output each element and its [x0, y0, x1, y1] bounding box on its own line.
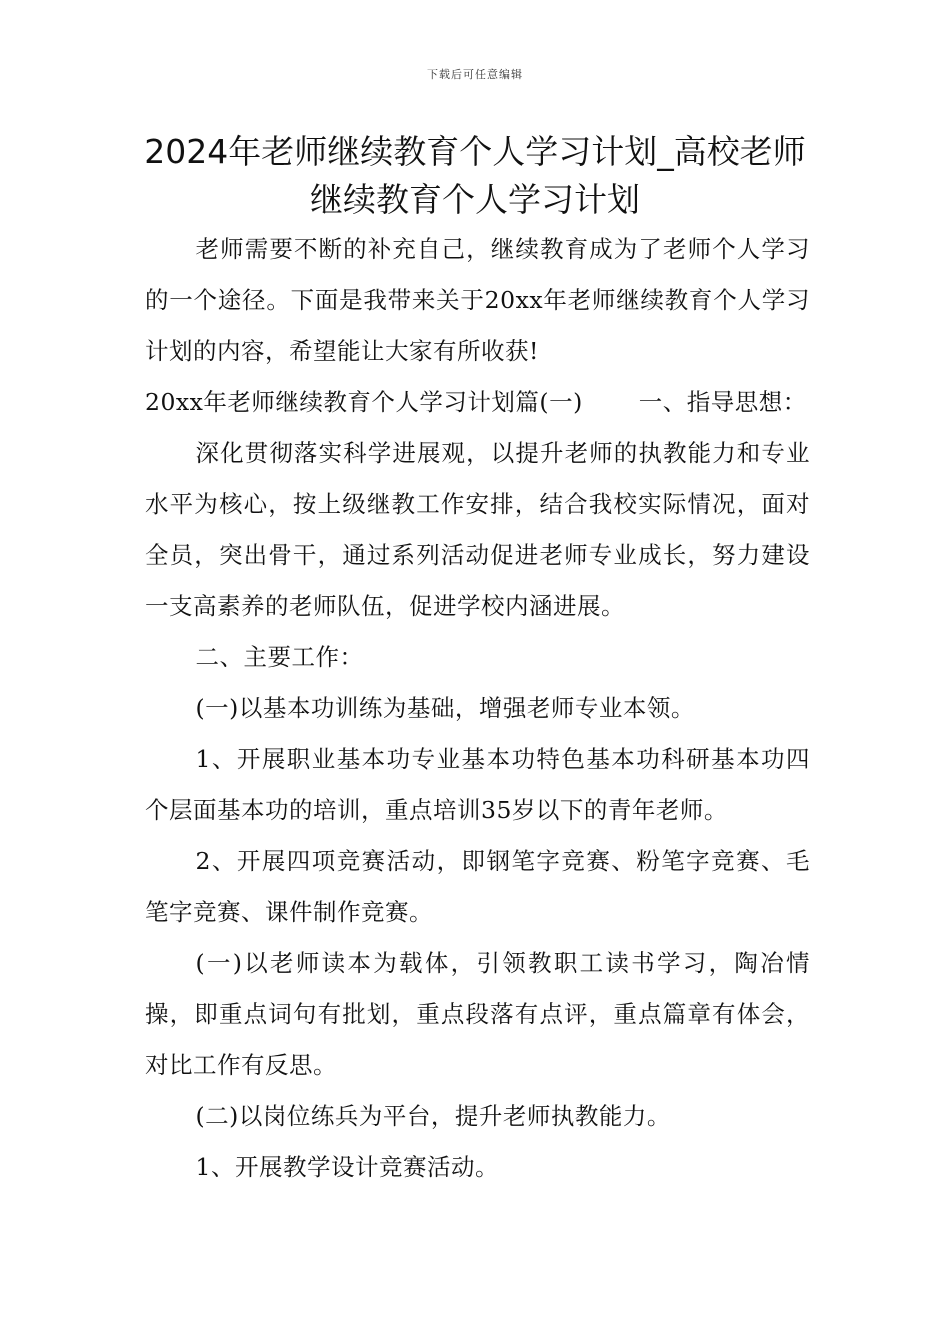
- body-paragraph: (二)以岗位练兵为平台，提升老师执教能力。: [195, 1102, 671, 1130]
- body-paragraph: (一)以基本功训练为基础，增强老师专业本领。: [195, 694, 695, 722]
- intro-paragraph: 老师需要不断的补充自己，继续教育成为了老师个人学习的一个途径。下面是我带来关于20xx年老师继续教育个人学习计划的内容，希望能让大家有所收获!: [145, 235, 810, 365]
- document-title: 2024年老师继续教育个人学习计划_高校老师继续教育个人学习计划: [144, 132, 806, 219]
- body-paragraph: 深化贯彻落实科学进展观，以提升老师的执教能力和专业水平为核心，按上级继教工作安排，结合我校实际情况，面对全员，突出骨干，通过系列活动促进老师专业成长，努力建设一支高素养的老师队伍，促进学校内涵进展。: [145, 439, 810, 620]
- body-paragraph: 1、开展职业基本功专业基本功特色基本功科研基本功四个层面基本功的培训，重点培训35岁以下的青年老师。: [145, 745, 810, 824]
- document-body: [145, 224, 810, 1193]
- body-paragraph: 2、开展四项竞赛活动，即钢笔字竞赛、粉笔字竞赛、毛笔字竞赛、课件制作竞赛。: [145, 847, 810, 926]
- section-heading-paragraph: [145, 377, 810, 428]
- body-paragraph: (一)以老师读本为载体，引领教职工读书学习，陶冶情操，即重点词句有批划，重点段落有点评，重点篇章有体会，对比工作有反思。: [145, 949, 810, 1079]
- body-paragraph: 1、开展教学设计竞赛活动。: [195, 1153, 499, 1181]
- body-paragraph: 二、主要工作：: [195, 643, 364, 671]
- guiding-heading: 一、指导思想：: [638, 388, 807, 416]
- section-heading: 20xx年老师继续教育个人学习计划篇(一): [145, 388, 583, 416]
- header-note: 下载后可任意编辑: [427, 68, 523, 81]
